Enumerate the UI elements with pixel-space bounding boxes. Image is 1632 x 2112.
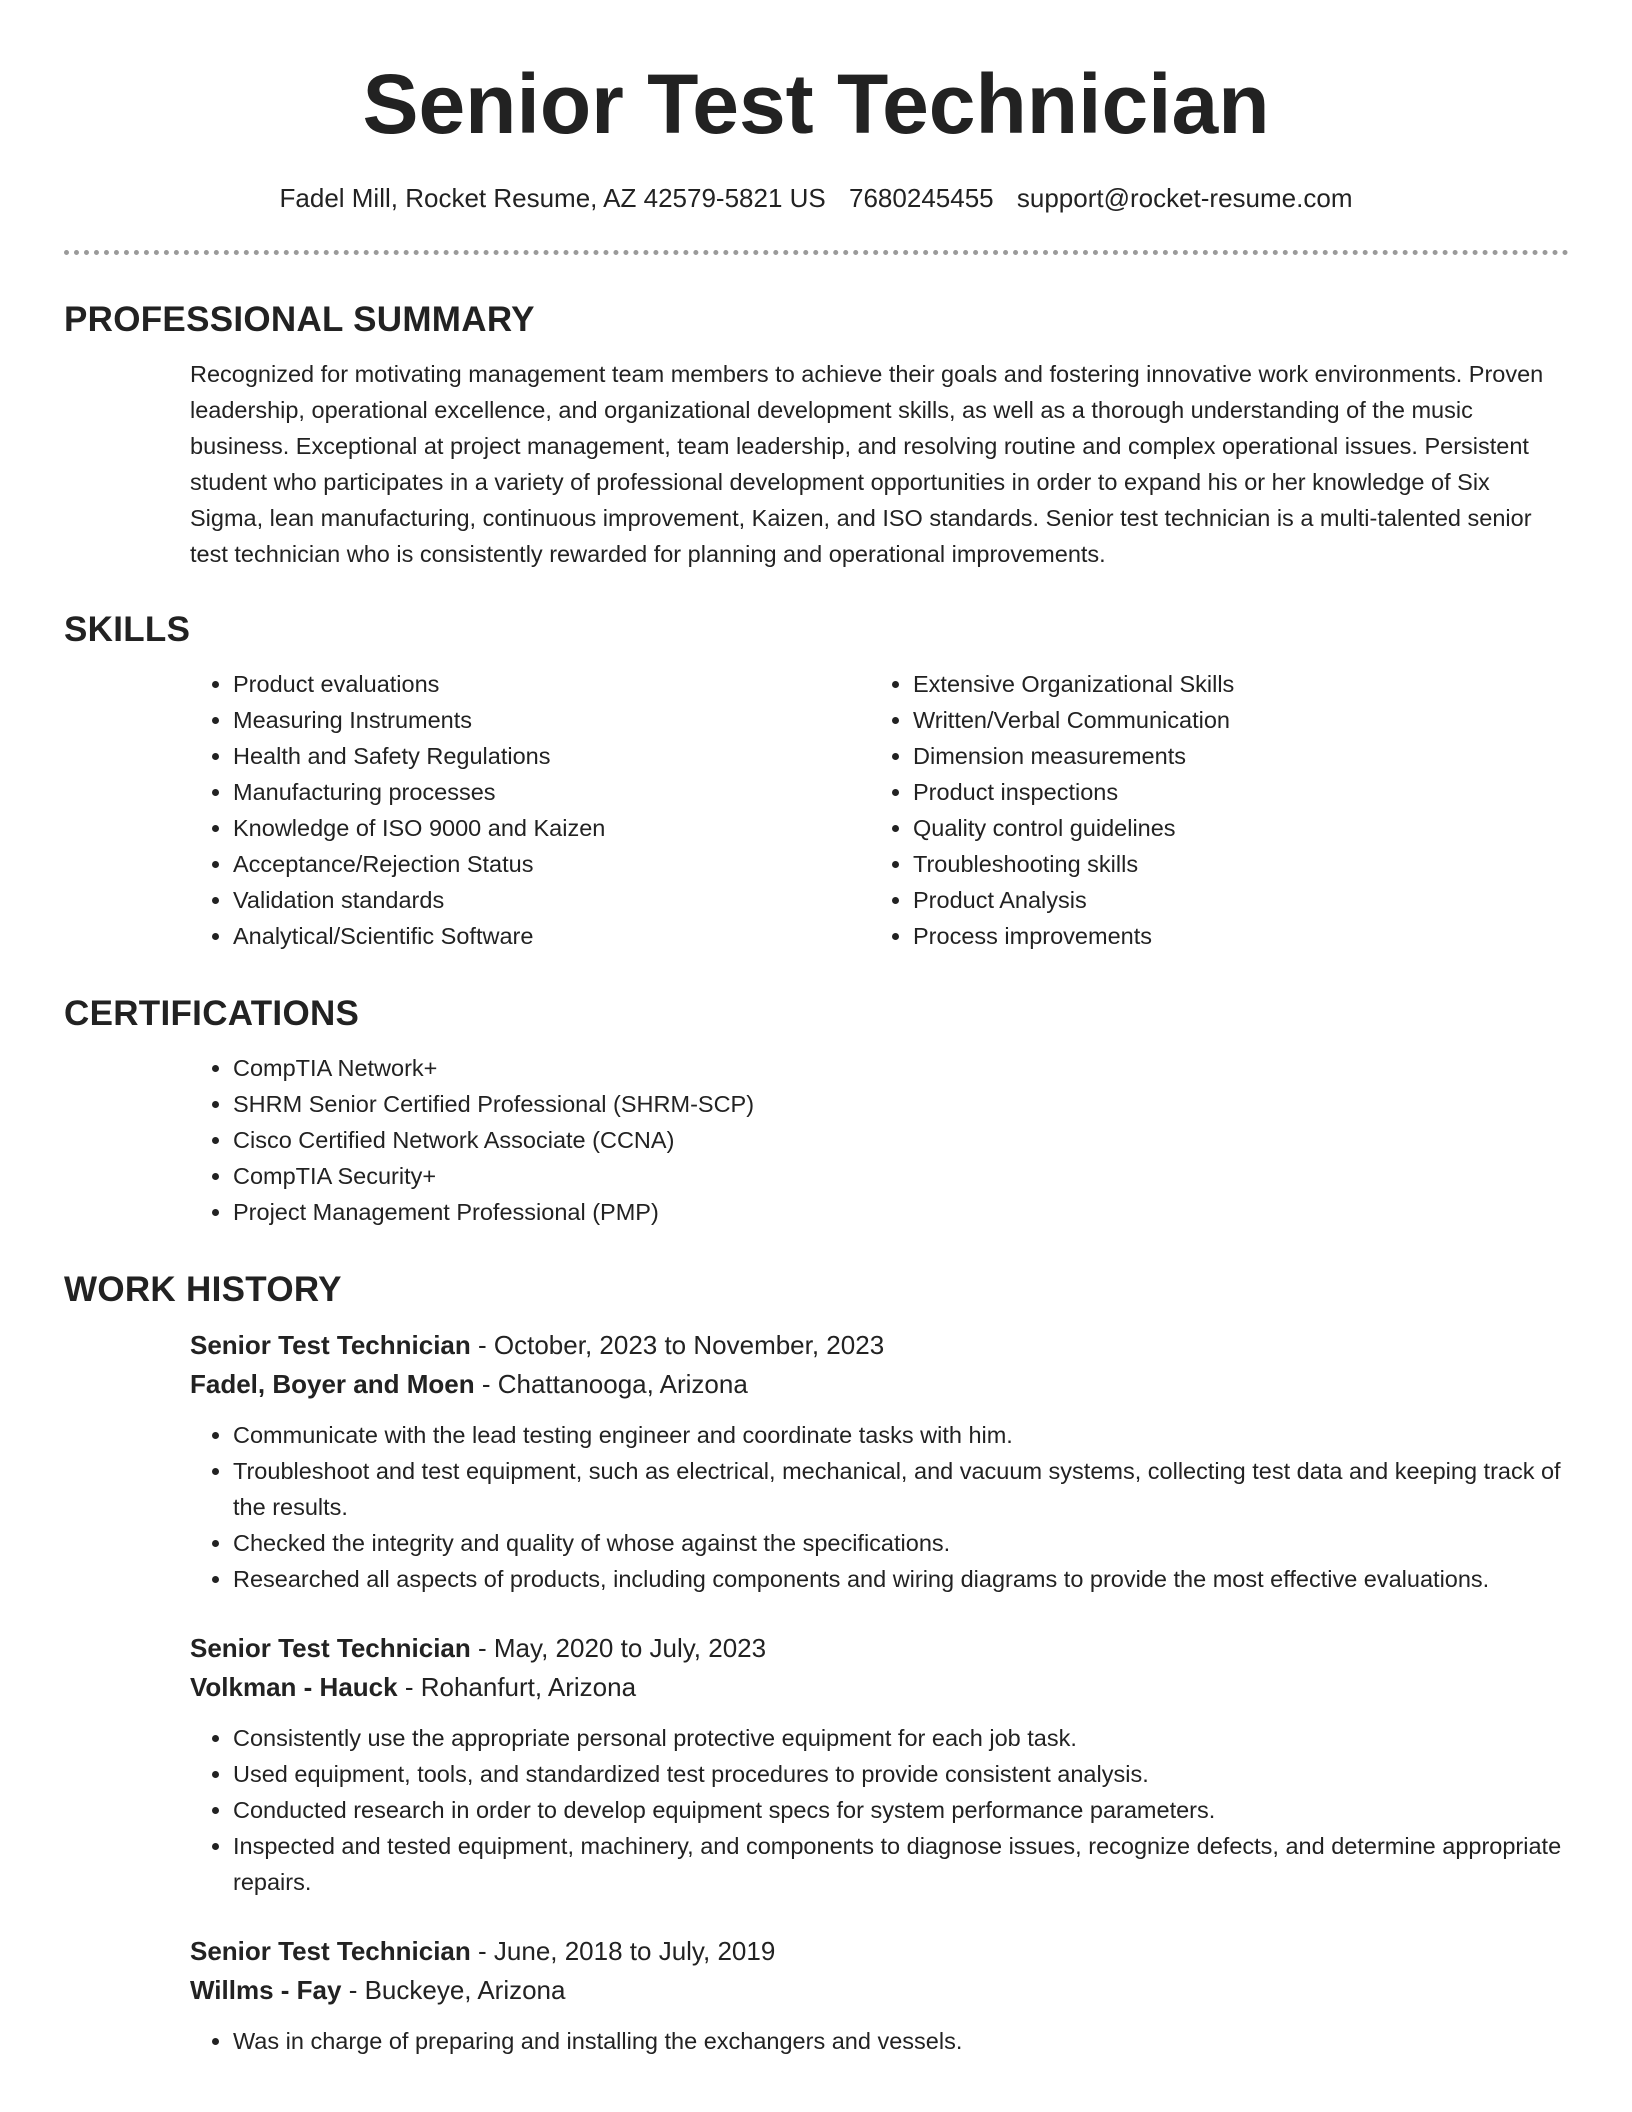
contact-address: Fadel Mill, Rocket Resume, AZ 42579-5821 US bbox=[279, 183, 826, 213]
skill-item: • Measuring Instruments bbox=[233, 702, 870, 738]
job-bullet: • Troubleshoot and test equipment, such as electrical, mechanical, and vacuum systems, collecting test data and keeping track of the results. bbox=[233, 1453, 1569, 1525]
skill-item: • Manufacturing processes bbox=[233, 774, 870, 810]
skill-item: • Quality control guidelines bbox=[913, 810, 1550, 846]
skill-item: • Product evaluations bbox=[233, 666, 870, 702]
job-company: Willms - Fay bbox=[190, 1975, 342, 2005]
certifications-body bbox=[190, 1050, 1569, 1230]
skills-list-left bbox=[190, 666, 870, 954]
job-title: Senior Test Technician bbox=[190, 1633, 471, 1663]
job-bullet: • Researched all aspects of products, including components and wiring diagrams to provide the most effective evaluations. bbox=[233, 1561, 1569, 1597]
skills-list-right bbox=[870, 666, 1550, 954]
skills-column-right bbox=[870, 666, 1550, 954]
job-company: Fadel, Boyer and Moen bbox=[190, 1369, 475, 1399]
job-entry bbox=[190, 1326, 1569, 1597]
job-title-line bbox=[190, 1932, 1569, 1971]
skills-column-left bbox=[190, 666, 870, 954]
skill-item: • Knowledge of ISO 9000 and Kaizen bbox=[233, 810, 870, 846]
skills-columns bbox=[190, 666, 1569, 954]
certification-item: • SHRM Senior Certified Professional (SHRM-SCP) bbox=[233, 1086, 1569, 1122]
job-title: Senior Test Technician bbox=[190, 1936, 471, 1966]
job-dates: - October, 2023 to November, 2023 bbox=[478, 1330, 885, 1360]
certification-item: • CompTIA Network+ bbox=[233, 1050, 1569, 1086]
skill-item: • Written/Verbal Communication bbox=[913, 702, 1550, 738]
job-location: - Chattanooga, Arizona bbox=[481, 1369, 748, 1399]
job-bullet: • Consistently use the appropriate personal protective equipment for each job task. bbox=[233, 1720, 1569, 1756]
job-bullet: • Communicate with the lead testing engineer and coordinate tasks with him. bbox=[233, 1417, 1569, 1453]
job-entry bbox=[190, 1629, 1569, 1900]
summary-section bbox=[64, 298, 1569, 572]
contact-email: support@rocket-resume.com bbox=[1016, 183, 1353, 213]
summary-text: Recognized for motivating management team members to achieve their goals and fostering innovative work environments. Proven leadership, operational excellence, and organizational development skills, as well as a thorough understanding of the music business. Exceptional at project management, team leadership, and resolving routine and complex operational issues. Persistent student who participates in a variety of professional development opportunities in order to expand his or her knowledge of Six Sigma, lean manufacturing, continuous improvement, Kaizen, and ISO standards. Senior test technician is a multi-talented senior test technician who is consistently rewarded for planning and operational improvements. bbox=[190, 361, 1544, 567]
work-history-section bbox=[64, 1268, 1569, 2091]
header-divider bbox=[64, 250, 1569, 255]
certification-item: • Project Management Professional (PMP) bbox=[233, 1194, 1569, 1230]
job-title: Senior Test Technician bbox=[190, 1330, 471, 1360]
job-title-line bbox=[190, 1629, 1569, 1668]
certification-item: • CompTIA Security+ bbox=[233, 1158, 1569, 1194]
job-company-line bbox=[190, 1365, 1569, 1404]
job-entry bbox=[190, 1932, 1569, 2059]
job-bullet: • Checked the integrity and quality of whose against the specifications. bbox=[233, 1525, 1569, 1561]
contact-phone: 7680245455 bbox=[849, 183, 994, 213]
resume-title: Senior Test Technician bbox=[362, 57, 1270, 151]
job-bullet: • Used equipment, tools, and standardized test procedures to provide consistent analysis. bbox=[233, 1756, 1569, 1792]
skills-section bbox=[64, 608, 1569, 954]
job-bullet: • Conducted research in order to develop equipment specs for system performance parameters. bbox=[233, 1792, 1569, 1828]
summary-heading: PROFESSIONAL SUMMARY bbox=[64, 300, 535, 339]
job-company: Volkman - Hauck bbox=[190, 1672, 398, 1702]
certifications-heading: CERTIFICATIONS bbox=[64, 994, 360, 1033]
job-bullets bbox=[190, 2023, 1569, 2059]
job-location: - Rohanfurt, Arizona bbox=[404, 1672, 637, 1702]
skill-item: • Analytical/Scientific Software bbox=[233, 918, 870, 954]
skill-item: • Health and Safety Regulations bbox=[233, 738, 870, 774]
work-history-body bbox=[190, 1326, 1569, 2059]
skill-item: • Validation standards bbox=[233, 882, 870, 918]
certifications-section bbox=[64, 992, 1569, 1230]
skill-item: • Product inspections bbox=[913, 774, 1550, 810]
certification-item: • Cisco Certified Network Associate (CCNA) bbox=[233, 1122, 1569, 1158]
job-company-line bbox=[190, 1971, 1569, 2010]
certifications-list bbox=[190, 1050, 1569, 1230]
job-dates: - June, 2018 to July, 2019 bbox=[478, 1936, 776, 1966]
skill-item: • Dimension measurements bbox=[913, 738, 1550, 774]
job-dates: - May, 2020 to July, 2023 bbox=[478, 1633, 767, 1663]
job-location: - Buckeye, Arizona bbox=[348, 1975, 566, 2005]
skill-item: • Troubleshooting skills bbox=[913, 846, 1550, 882]
job-company-line bbox=[190, 1668, 1569, 1707]
skill-item: • Process improvements bbox=[913, 918, 1550, 954]
skill-item: • Acceptance/Rejection Status bbox=[233, 846, 870, 882]
skill-item: • Extensive Organizational Skills bbox=[913, 666, 1550, 702]
skill-item: • Product Analysis bbox=[913, 882, 1550, 918]
job-bullets bbox=[190, 1417, 1569, 1597]
job-bullets bbox=[190, 1720, 1569, 1900]
job-bullet: • Inspected and tested equipment, machinery, and components to diagnose issues, recognize defects, and determine appropriate repairs. bbox=[233, 1828, 1569, 1900]
work-history-heading: WORK HISTORY bbox=[64, 1270, 342, 1309]
skills-heading: SKILLS bbox=[64, 610, 191, 649]
job-title-line bbox=[190, 1326, 1569, 1365]
job-bullet: • Was in charge of preparing and installing the exchangers and vessels. bbox=[233, 2023, 1569, 2059]
contact-line bbox=[0, 178, 1632, 218]
